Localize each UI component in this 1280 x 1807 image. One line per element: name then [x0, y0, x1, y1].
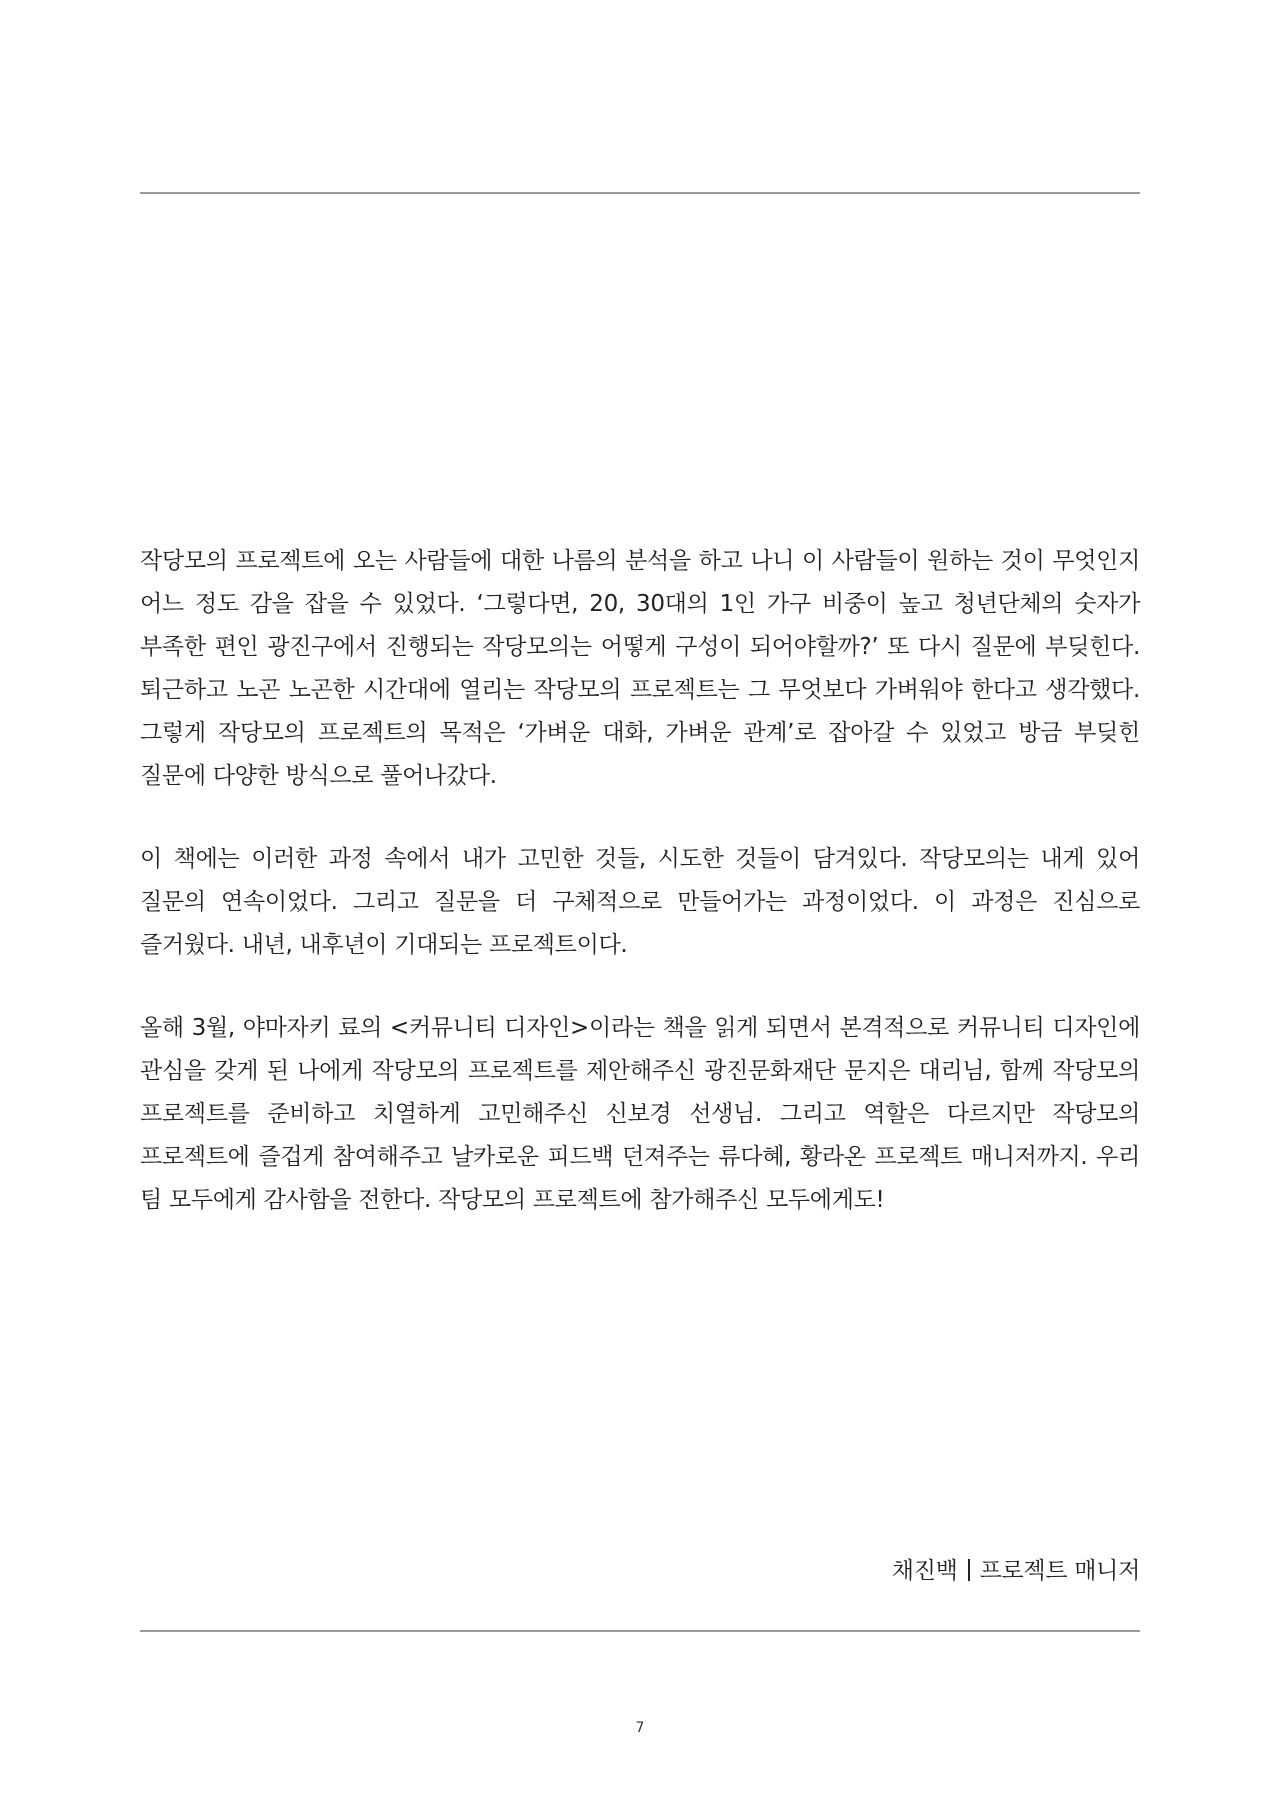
author-name: 채진백 [891, 1558, 958, 1584]
paragraph-acknowledgements: 올해 3월, 야마자키 료의 <커뮤니티 디자인>이라는 책을 읽게 되면서 본격적으로 커뮤니티 디자인에 관심을 갖게 된 나에게 작당모의 프로젝트를 제안해주신 광진문화재단 문지은 대리님, 함께 작당모의 프로젝트를 준비하고 치열하게 고민해주신 신보경 선생님. 그리고 역할은 다르지만 작당모의 프로젝트에 즐겁게 참여해주고 날카로운 피드백 던져주는 류다혜, 황라온 프로젝트 매니저까지. 우리 팀 모두에게 감사함을 전한다. 작당모의 프로젝트에 참가해주신 모두에게도! [140, 1015, 1140, 1213]
body-text [140, 540, 1140, 1222]
paragraph-book-contents: 이 책에는 이러한 과정 속에서 내가 고민한 것들, 시도한 것들이 담겨있다. 작당모의는 내게 있어 질문의 연속이었다. 그리고 질문을 더 구체적으로 만들어가는 과정이었다. 이 과정은 진심으로 즐거웠다. 내년, 내후년이 기대되는 프로젝트이다. [140, 846, 1140, 958]
author-signature [892, 1554, 1140, 1588]
page-number: 7 [635, 1720, 645, 1736]
bottom-divider [140, 1630, 1140, 1632]
top-divider [140, 192, 1140, 194]
author-role: 프로젝트 매니저 [979, 1558, 1140, 1584]
signature-separator [968, 1559, 970, 1581]
paragraph-analysis: 작당모의 프로젝트에 오는 사람들에 대한 나름의 분석을 하고 나니 이 사람들이 원하는 것이 무엇인지 어느 정도 감을 잡을 수 있었다. ‘그렇다면, 20, 30대의 1인 가구 비중이 높고 청년단체의 숫자가 부족한 편인 광진구에서 진행되는 작당모의는 어떻게 구성이 되어야할까?’ 또 다시 질문에 부딪힌다. 퇴근하고 노곤 노곤한 시간대에 열리는 작당모의 프로젝트는 그 무엇보다 가벼워야 한다고 생각했다. 그렇게 작당모의 프로젝트의 목적은 ‘가벼운 대화, 가벼운 관계’로 잡아갈 수 있었고 방금 부딪힌 질문에 다양한 방식으로 풀어나갔다. [140, 548, 1140, 789]
